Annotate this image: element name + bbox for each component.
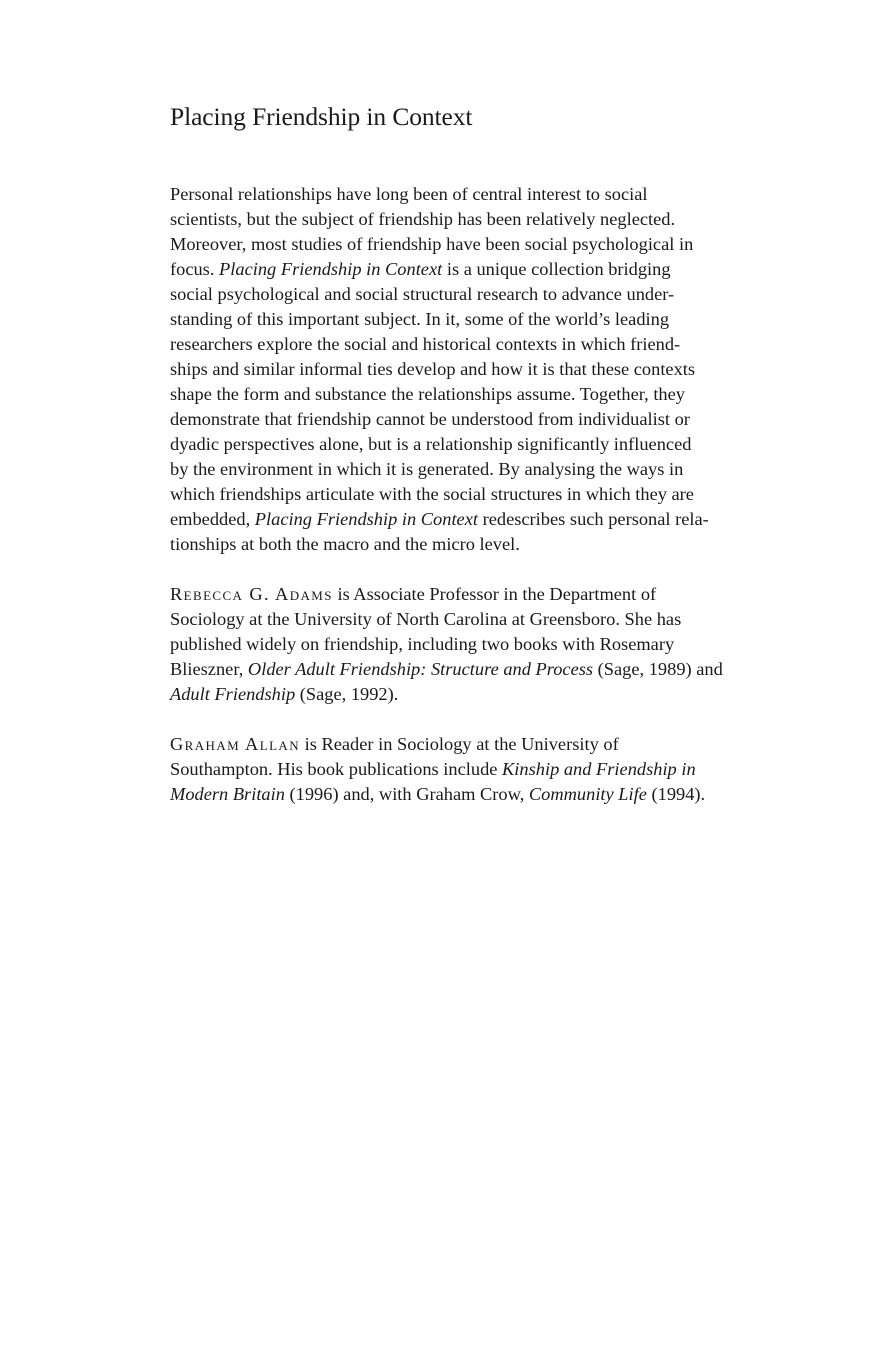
text-run: Moreover, most studies of friendship have been social psychological in: [170, 234, 694, 254]
book-title: Community Life: [528, 784, 647, 804]
text-run: published widely on friendship, including two books with Rosemary: [170, 634, 675, 654]
text-line: [170, 732, 705, 757]
text-line: [170, 532, 709, 557]
text-run: is Associate Professor in the Department of: [332, 584, 657, 604]
text-line: [170, 457, 709, 482]
text-run: Southampton. His book publications include: [170, 759, 503, 779]
text-run: ships and similar informal ties develop and how it is that these contexts: [170, 359, 696, 379]
text-line: [170, 582, 723, 607]
text-line: [170, 757, 705, 782]
text-run: demonstrate that friendship cannot be understood from individualist or: [170, 409, 690, 429]
text-line: [170, 507, 709, 532]
text-line: [170, 307, 709, 332]
author-bio-adams: [170, 582, 723, 707]
text-run: redescribes such personal rela-: [478, 509, 709, 529]
text-run: by the environment in which it is generated. By analysing the ways in: [170, 459, 684, 479]
text-run: embedded,: [170, 509, 255, 529]
text-line: [170, 607, 723, 632]
text-line: [170, 482, 709, 507]
text-run: social psychological and social structural research to advance under-: [170, 284, 675, 304]
text-run: is a unique collection bridging: [442, 259, 671, 279]
text-line: [170, 657, 723, 682]
text-line: [170, 232, 709, 257]
text-run: Personal relationships have long been of central interest to social: [170, 184, 648, 204]
book-title: Adult Friendship: [170, 684, 296, 704]
text-run: Blieszner,: [170, 659, 248, 679]
author-name: Graham Allan: [170, 734, 300, 754]
book-title: Placing Friendship in Context: [219, 259, 443, 279]
text-run: is Reader in Sociology at the University of: [300, 734, 619, 754]
text-line: [170, 257, 709, 282]
text-line: [170, 407, 709, 432]
book-title: Older Adult Friendship: Structure and Process: [247, 659, 594, 679]
text-run: (1994).: [646, 784, 706, 804]
author-bio-allan: [170, 732, 705, 807]
description-paragraph: [170, 182, 709, 557]
text-line: [170, 382, 709, 407]
book-title: Kinship and Friendship in: [502, 759, 696, 779]
text-run: (1996) and, with Graham Crow,: [284, 784, 529, 804]
text-line: [170, 682, 723, 707]
page-title: Placing Friendship in Context: [170, 102, 473, 131]
text-run: focus.: [170, 259, 220, 279]
text-run: (Sage, 1992).: [295, 684, 399, 704]
text-line: [170, 632, 723, 657]
text-line: [170, 332, 709, 357]
text-run: tionships at both the macro and the micro level.: [170, 534, 520, 554]
text-run: researchers explore the social and historical contexts in which friend-: [170, 334, 681, 354]
text-line: [170, 282, 709, 307]
text-run: which friendships articulate with the social structures in which they are: [170, 484, 694, 504]
text-run: dyadic perspectives alone, but is a relationship significantly influenced: [170, 434, 692, 454]
text-run: shape the form and substance the relationships assume. Together, they: [170, 384, 685, 404]
text-run: Sociology at the University of North Carolina at Greensboro. She has: [170, 609, 682, 629]
text-run: standing of this important subject. In it, some of the world’s leading: [170, 309, 670, 329]
text-line: [170, 182, 709, 207]
text-line: [170, 357, 709, 382]
book-title: Placing Friendship in Context: [254, 509, 478, 529]
author-name: Rebecca G. Adams: [170, 584, 333, 604]
text-run: (Sage, 1989) and: [593, 659, 723, 679]
text-run: scientists, but the subject of friendship has been relatively neglected.: [170, 209, 676, 229]
book-title: Modern Britain: [170, 784, 285, 804]
text-line: [170, 432, 709, 457]
text-line: [170, 782, 705, 807]
text-line: [170, 207, 709, 232]
